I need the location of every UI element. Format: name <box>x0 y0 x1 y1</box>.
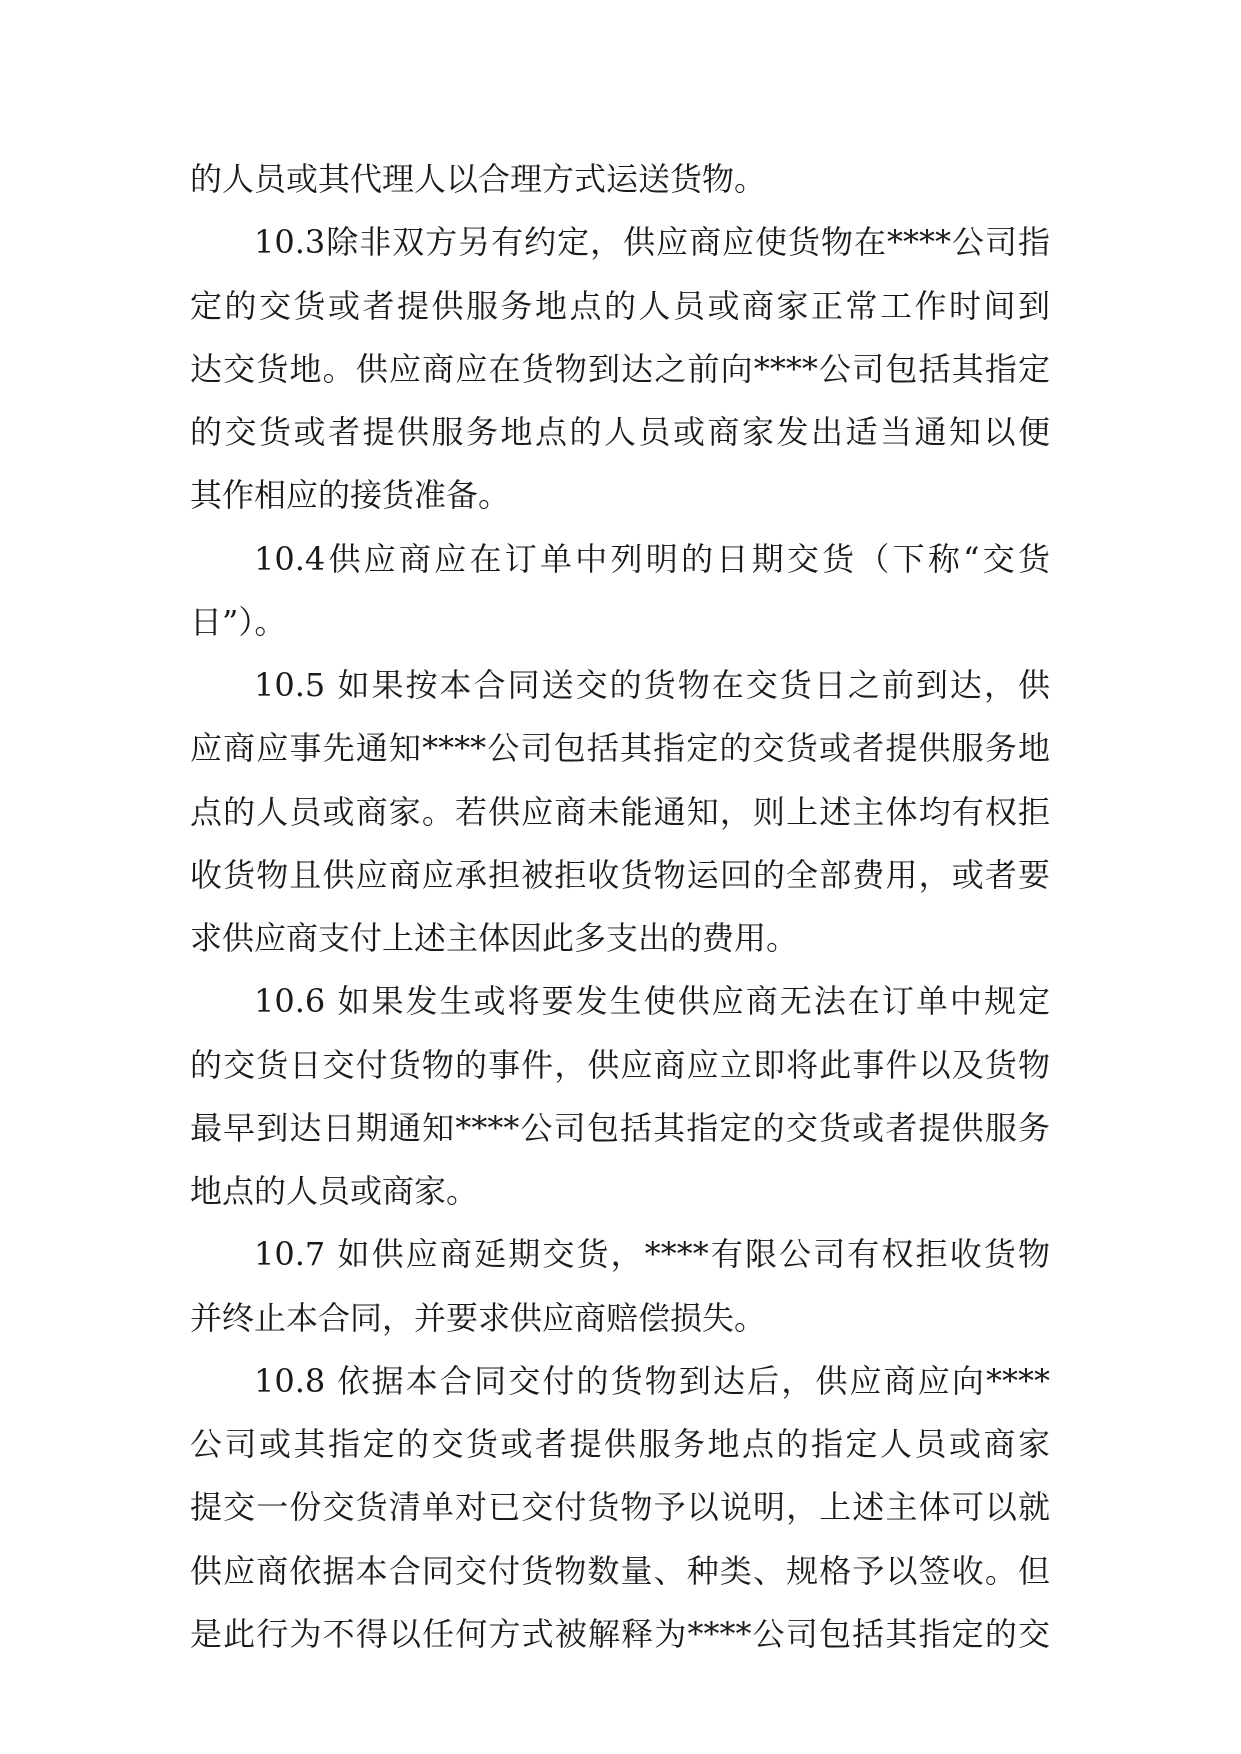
text-line: 的交货日交付货物的事件，供应商应立即将此事件以及货物 <box>190 1045 1050 1084</box>
text-line: 的人员或其代理人以合理方式运送货物。 <box>190 160 767 198</box>
text-line: 达交货地。供应商应在货物到达之前向****公司包括其指定 <box>190 349 1050 388</box>
text-line: 10.3除非双方另有约定，供应商应使货物在****公司指 <box>254 223 1050 262</box>
text-line: 定的交货或者提供服务地点的人员或商家正常工作时间到 <box>190 286 1050 325</box>
text-line: 供应商依据本合同交付货物数量、种类、规格予以签收。但 <box>190 1551 1050 1590</box>
text-line: 求供应商支付上述主体因此多支出的费用。 <box>190 919 799 957</box>
text-line: 提交一份交货清单对已交付货物予以说明，上述主体可以就 <box>190 1488 1050 1527</box>
text-line: 地点的人员或商家。 <box>190 1172 479 1210</box>
text-line: 公司或其指定的交货或者提供服务地点的指定人员或商家 <box>190 1425 1050 1463</box>
text-line: 10.5 如果按本合同送交的货物在交货日之前到达，供 <box>254 666 1050 704</box>
text-line: 并终止本合同，并要求供应商赔偿损失。 <box>190 1298 767 1337</box>
text-line: 10.4供应商应在订单中列明的日期交货（下称“交货 <box>254 539 1050 578</box>
text-line: 10.7 如供应商延期交货，****有限公司有权拒收货物 <box>254 1235 1050 1274</box>
text-line: 10.8 依据本合同交付的货物到达后，供应商应向**** <box>254 1361 1050 1400</box>
text-line: 点的人员或商家。若供应商未能通知，则上述主体均有权拒 <box>190 792 1050 831</box>
text-line: 的交货或者提供服务地点的人员或商家发出适当通知以便 <box>190 413 1050 451</box>
text-line: 其作相应的接货准备。 <box>190 476 511 515</box>
text-line: 10.6 如果发生或将要发生使供应商无法在订单中规定 <box>254 982 1050 1021</box>
text-line: 应商应事先通知****公司包括其指定的交货或者提供服务地 <box>190 729 1050 768</box>
document-body <box>190 148 1050 1666</box>
text-line: 收货物且供应商应承担被拒收货物运回的全部费用，或者要 <box>190 855 1050 894</box>
text-line: 最早到达日期通知****公司包括其指定的交货或者提供服务 <box>190 1108 1050 1147</box>
text-line: 是此行为不得以任何方式被解释为****公司包括其指定的交 <box>190 1614 1050 1653</box>
text-line: 日”）。 <box>190 602 287 641</box>
